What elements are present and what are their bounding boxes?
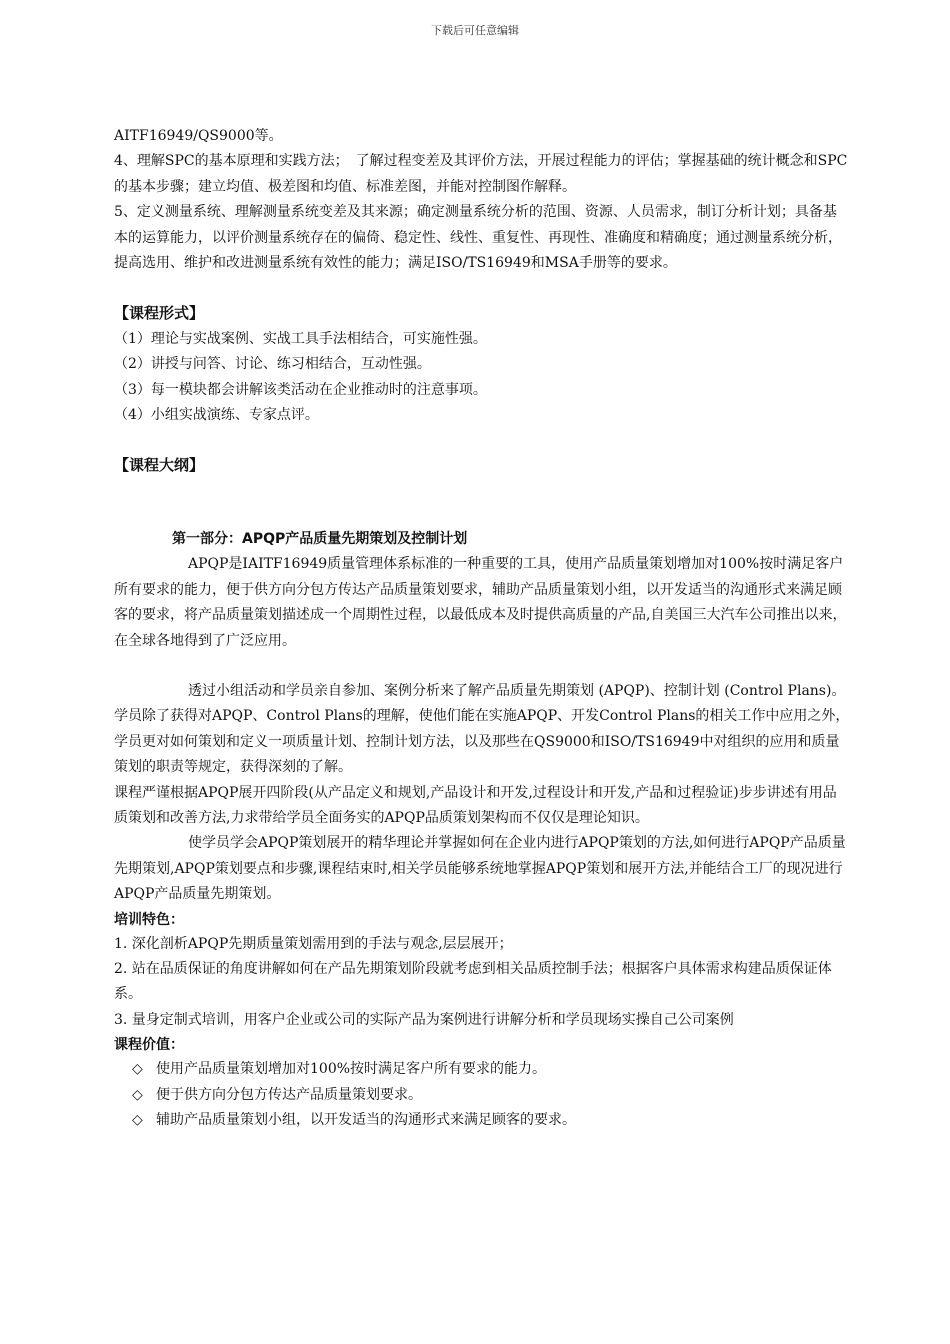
- diamond-bullet-icon: ◇: [132, 1061, 143, 1078]
- value-item-text: 辅助产品质量策划小组，以开发适当的沟通形式来满足顾客的要求。: [156, 1112, 576, 1128]
- value-heading: 课程价值：: [114, 1037, 184, 1054]
- intro-line: AITF16949/QS9000等。: [114, 128, 283, 144]
- course-form-heading: 【课程形式】: [114, 304, 205, 323]
- feature-item: 3. 量身定制式培训，用客户企业或公司的实际产品为案例进行讲解分析和学员现场实操自己公司案例: [114, 1011, 734, 1028]
- part1-title: 第一部分：APQP产品质量先期策划及控制计划: [172, 530, 468, 547]
- feature-item: 1. 深化剖析APQP先期质量策划需用到的手法与观念,层层展开；: [114, 935, 513, 952]
- value-item: [114, 1083, 850, 1108]
- apqp-paragraph-1: APQP是IAITF16949质量管理体系标准的一种重要的工具，使用产品质量策划增加对100%按时满足客户所有要求的能力，便于供方向分包方传达产品质量策划要求，辅助产品质量策划小组，以开发适当的沟通形式来满足顾客的要求，将产品质量策划描述成一个周期性过程，以最低成本及时提供高质量的产品,自美国三大汽车公司推出以来，在全球各地得到了广泛应用。: [114, 556, 847, 649]
- value-item: [114, 1057, 850, 1082]
- course-outline-heading: 【课程大纲】: [114, 456, 205, 475]
- course-form-item: （3）每一模块都会讲解该类活动在企业推动时的注意事项。: [114, 381, 487, 398]
- page-header: 下载后可任意编辑: [431, 24, 519, 37]
- diamond-bullet-icon: ◇: [132, 1112, 143, 1128]
- features-heading: 培训特色：: [114, 911, 184, 928]
- course-form-item: （1）理论与实战案例、实战工具手法相结合，可实施性强。: [114, 330, 487, 347]
- course-form-item: （4）小组实战演练、专家点评。: [114, 407, 319, 424]
- apqp-paragraph-4: 使学员学会APQP策划展开的精华理论并掌握如何在企业内进行APQP策划的方法,如何进行APQP产品质量先期策划,APQP策划要点和步骤,课程结束时,相关学员能够系统地掌握APQP策划和展开方法,并能结合工厂的现况进行APQP产品质量先期策划。: [114, 835, 846, 903]
- value-item-text: 使用产品质量策划增加对100%按时满足客户所有要求的能力。: [156, 1061, 547, 1078]
- feature-item: 2. 站在品质保证的角度讲解如何在产品先期策划阶段就考虑到相关品质控制手法；根据客户具体需求构建品质保证体系。: [114, 960, 832, 1003]
- document-body: [114, 124, 850, 1133]
- course-form-item: （2）讲授与问答、讨论、练习相结合，互动性强。: [114, 356, 431, 373]
- objective-item-5: 5、定义测量系统、理解测量系统变差及其来源；确定测量系统分析的范围、资源、人员需求，制订分析计划；具备基本的运算能力，以评价测量系统存在的偏倚、稳定性、线性、重复性、再现性、准确度和精确度；通过测量系统分析，提高选用、维护和改进测量系统有效性的能力；满足ISO/TS16949和MSA手册等的要求。: [114, 204, 842, 272]
- apqp-paragraph-2: 透过小组活动和学员亲自参加、案例分析来了解产品质量先期策划 (APQP)、控制计划 (Control Plans)。学员除了获得对APQP、Control Plans的理解，使他们能在实施APQP、开发Control Plans的相关工作中应用之外，学员更对如何策划和定义一项质量计划、控制计划方法，以及那些在QS9000和ISO/TS16949中对组织的应用和质量策划的职责等规定，获得深刻的了解。: [114, 682, 850, 776]
- objective-item-4: 4、理解SPC的基本原理和实践方法； 了解过程变差及其评价方法，开展过程能力的评估；掌握基础的统计概念和SPC的基本步骤；建立均值、极差图和均值、标准差图，并能对控制图作解释。: [114, 153, 848, 195]
- apqp-paragraph-3: 课程严谨根据APQP展开四阶段(从产品定义和规划,产品设计和开发,过程设计和开发,产品和过程验证)步步讲述有用品质策划和改善方法,力求带给学员全面务实的APQP品质策划架构而不仅仅是理论知识。: [114, 784, 837, 826]
- diamond-bullet-icon: ◇: [132, 1086, 143, 1103]
- value-item-text: 便于供方向分包方传达产品质量策划要求。: [156, 1086, 422, 1103]
- value-item: [114, 1108, 850, 1133]
